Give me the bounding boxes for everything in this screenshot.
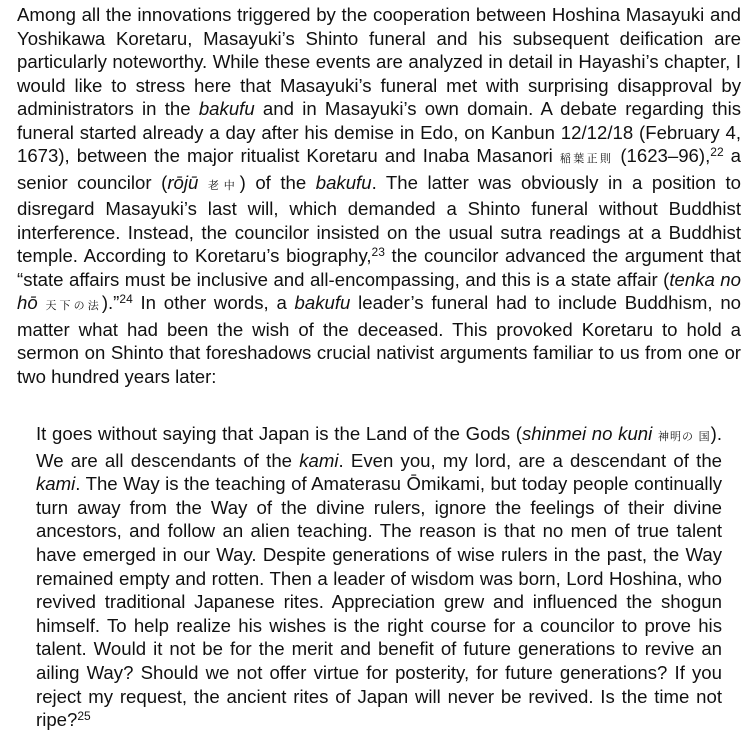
italic-term: bakufu [294, 292, 351, 313]
text-run: It goes without saying that Japan is the Land of the Gods ( [36, 423, 522, 444]
text-run: Among all the innovations triggered by the cooperation between Hoshina Masayuki and Yoshikawa Koretaru, Masayuki’s Shinto funeral and his subsequent deification are particularly noteworthy. While these events are analyzed in detail in Hayashi’s chapter, I would like to stress here that Masayuki’s funeral met with surprising disapproval by administrators in the [17, 4, 741, 119]
block-quote [36, 422, 722, 732]
text-run: leader’s funeral had to include Buddhism, no matter what had been the wish of the deceased. This provoked Koretaru to hold a sermon on Shinto that foreshadows crucial nativist arguments familiar to us from one or two hundred years later: [17, 292, 741, 387]
italic-term: rōjū [167, 171, 199, 193]
japanese-characters: 稲葉正則 [559, 152, 614, 165]
body-paragraph [17, 3, 741, 388]
italic-term: bakufu [315, 171, 372, 193]
text-run: In other words, a [132, 292, 295, 313]
text-run: and in Masayuki’s own domain. A debate regarding this funeral started already a day after his demise in Edo, on Kanbun 12/12/18 (February 4, 1673), between the major ritualist Koretaru and Inaba Masanori [17, 98, 741, 166]
italic-term: shinmei no kuni [522, 423, 653, 444]
text-run: ).” [101, 292, 120, 313]
text-run: . The Way is the teaching of Amaterasu Ōmikami, but today people continually turn away from the Way of the divine rulers, ignore the feelings of their divine ancestors, and follow an alien teaching. The reason is that no men of true talent have emerged in our Way. Despite generations of wise rulers in the past, the Way remained empty and rotten. Then a leader of wisdom was born, Lord Hoshina, who revived traditional Japanese rites. Appreciation grew and influenced the shogun himself. To help realize his wishes is the right course for a councilor to prove his talent. Would it not be for the merit and benefit of future generations to revive an ailing Way? Should we not offer virtue for posterity, for future generations? If you reject my request, the ancient rites of Japan will never be revived. Is the time not ripe? [36, 473, 722, 731]
japanese-characters: 老中 [207, 178, 240, 192]
text-run: ). We are all descendants of the [36, 423, 722, 471]
japanese-characters: 天下の法 [45, 299, 102, 312]
japanese-characters: 神明の 国 [657, 430, 711, 443]
italic-term: tenka no hō [17, 268, 741, 313]
footnote-ref-24: 24 [119, 292, 133, 306]
text-run: . The latter was obviously in a position to disregard Masayuki’s last will, which demanded a Shinto funeral without Buddhist interference. Instead, the councilor insisted on the usual sutra readings at a Buddhist temple. According to Koretaru’s biography, [17, 171, 742, 266]
footnote-ref-23: 23 [371, 245, 385, 259]
text-run: . Even you, my lord, are a descendant of the [338, 449, 723, 471]
footnote-ref-25: 25 [77, 709, 91, 724]
footnote-ref-22: 22 [710, 145, 724, 159]
text-run: a senior councilor ( [17, 145, 741, 193]
italic-term: kami [36, 473, 76, 495]
text-run: the councilor advanced the argument that “state affairs must be inclusive and all-encompassing, and this is a state affair ( [17, 245, 741, 290]
text-run: ) of the [239, 171, 316, 193]
text-run: (1623–96), [613, 145, 711, 166]
italic-term: bakufu [198, 98, 255, 119]
italic-term: kami [299, 449, 339, 471]
